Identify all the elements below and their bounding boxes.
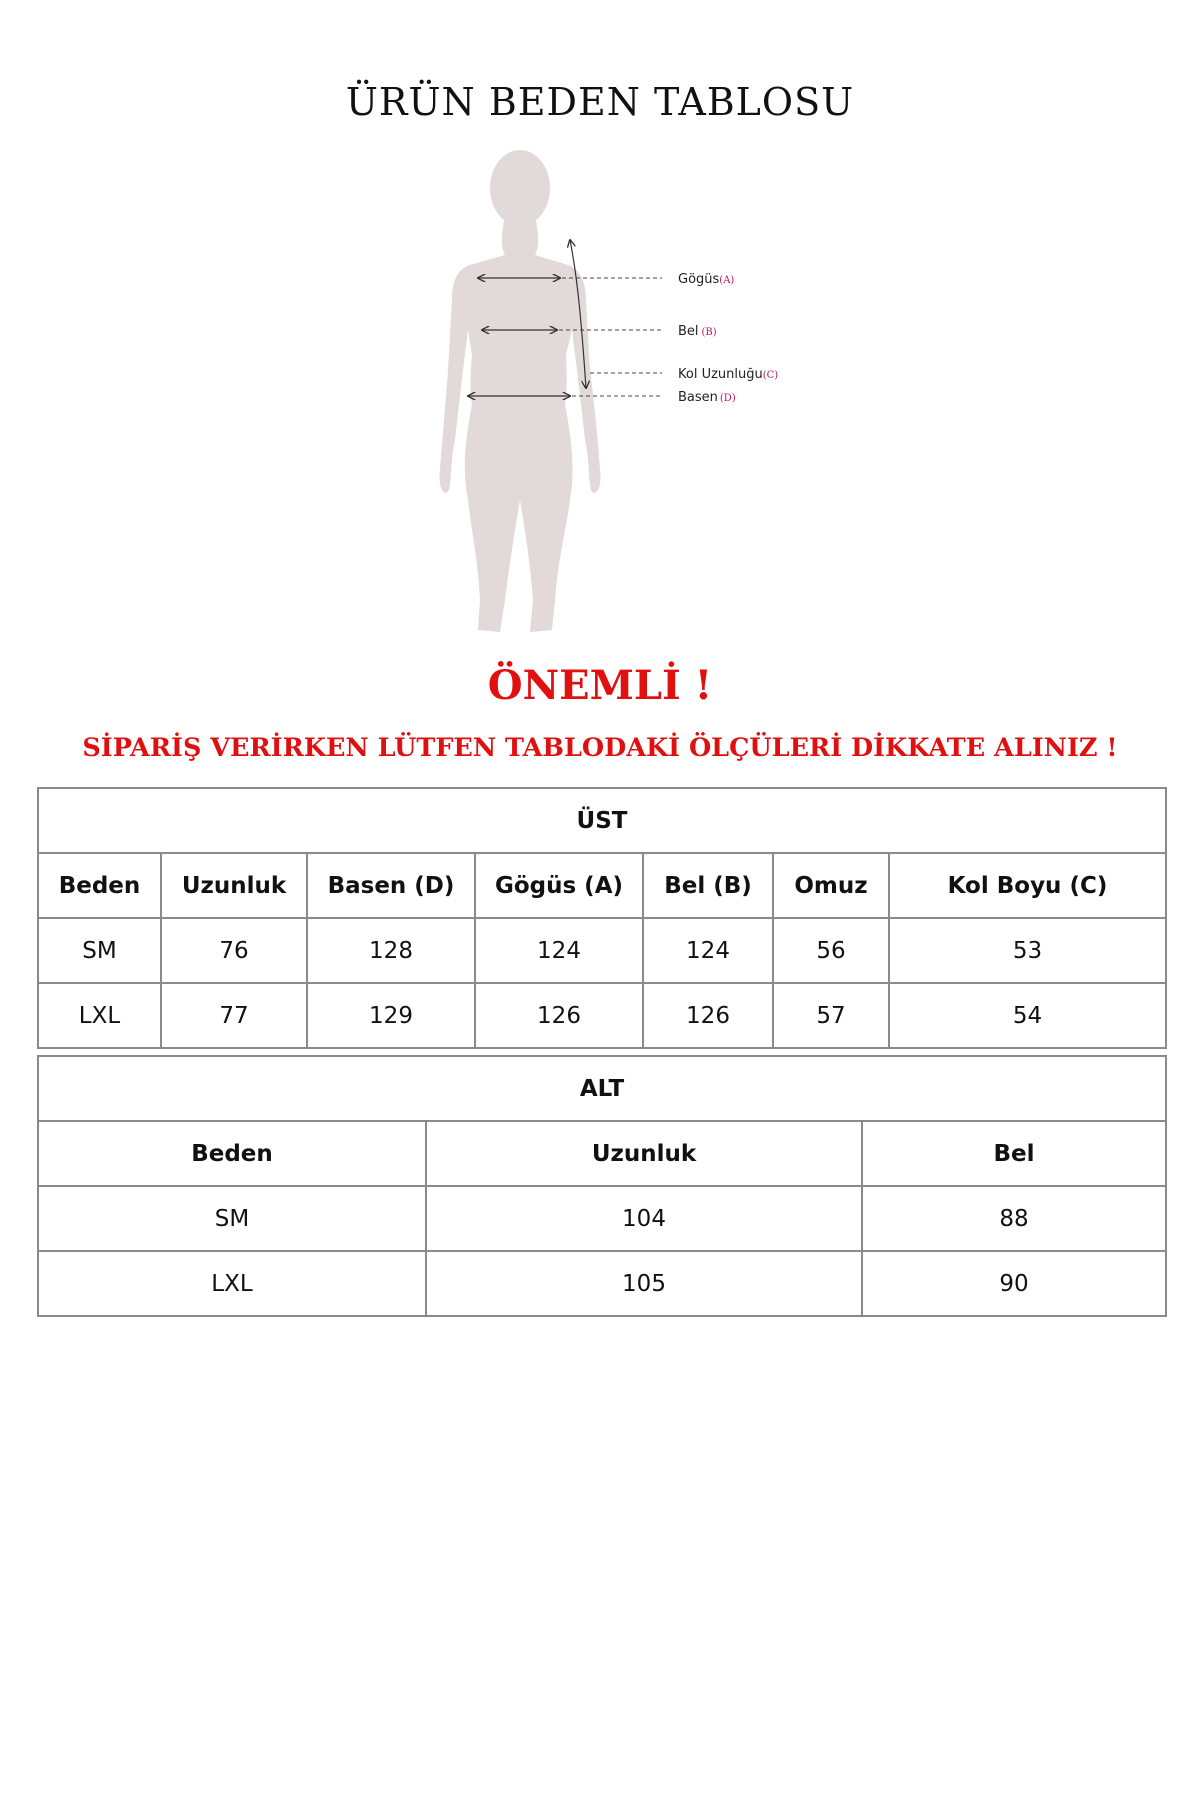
table-caption-row [38,788,1166,853]
code-c: (C) [762,370,779,381]
table-cell: 88 [862,1186,1166,1251]
column-header: Bel [862,1121,1166,1186]
notice-title: ÖNEMLİ ! [487,662,713,709]
column-header: Omuz [773,853,889,918]
table-cell: LXL [38,983,161,1048]
table-cell: 128 [307,918,475,983]
svg-text:Basen(D) [678,390,736,405]
table-cell: SM [38,1186,426,1251]
top-size-table [37,787,1167,1049]
code-b: (B) [701,327,717,338]
table-row [38,1186,1166,1251]
table-cell: 76 [161,918,307,983]
table-cell: 54 [889,983,1166,1048]
table-cell: 126 [475,983,643,1048]
bottom-size-table [37,1055,1167,1317]
measurement-figure [0,140,1200,640]
silhouette [439,150,600,632]
table-cell: 57 [773,983,889,1048]
label-bel: Bel [678,324,699,339]
svg-text:Kol Uzunluğu(C) [678,367,778,382]
code-a: (A) [719,275,735,286]
table-row [38,918,1166,983]
top-table-caption: ÜST [38,788,1166,853]
table-cell: 126 [643,983,773,1048]
page-title: ÜRÜN BEDEN TABLOSU [345,80,855,124]
table-header-row [38,853,1166,918]
table-cell: 129 [307,983,475,1048]
column-header: Beden [38,1121,426,1186]
table-cell: 90 [862,1251,1166,1316]
column-header: Basen (D) [307,853,475,918]
label-basen: Basen [678,390,718,405]
table-cell: 105 [426,1251,862,1316]
table-row [38,983,1166,1048]
table-cell: LXL [38,1251,426,1316]
table-cell: 104 [426,1186,862,1251]
table-cell: 124 [475,918,643,983]
table-cell: 53 [889,918,1166,983]
table-header-row [38,1121,1166,1186]
table-caption-row [38,1056,1166,1121]
column-header: Uzunluk [426,1121,862,1186]
column-header: Bel (B) [643,853,773,918]
column-header: Beden [38,853,161,918]
table-cell: SM [38,918,161,983]
column-header: Kol Boyu (C) [889,853,1166,918]
svg-text:Bel(B) [678,324,717,339]
column-header: Uzunluk [161,853,307,918]
table-cell: 77 [161,983,307,1048]
label-kol: Kol Uzunluğu [678,367,763,382]
table-cell: 124 [643,918,773,983]
table-row [38,1251,1166,1316]
code-d: (D) [719,393,736,404]
svg-text:Gögüs(A) [678,272,734,287]
table-cell: 56 [773,918,889,983]
label-gogus: Gögüs [678,272,720,287]
bottom-table-caption: ALT [38,1056,1166,1121]
column-header: Gögüs (A) [475,853,643,918]
notice-subtitle: SİPARİŞ VERİRKEN LÜTFEN TABLODAKİ ÖLÇÜLERİ DİKKATE ALINIZ ! [82,733,1118,763]
